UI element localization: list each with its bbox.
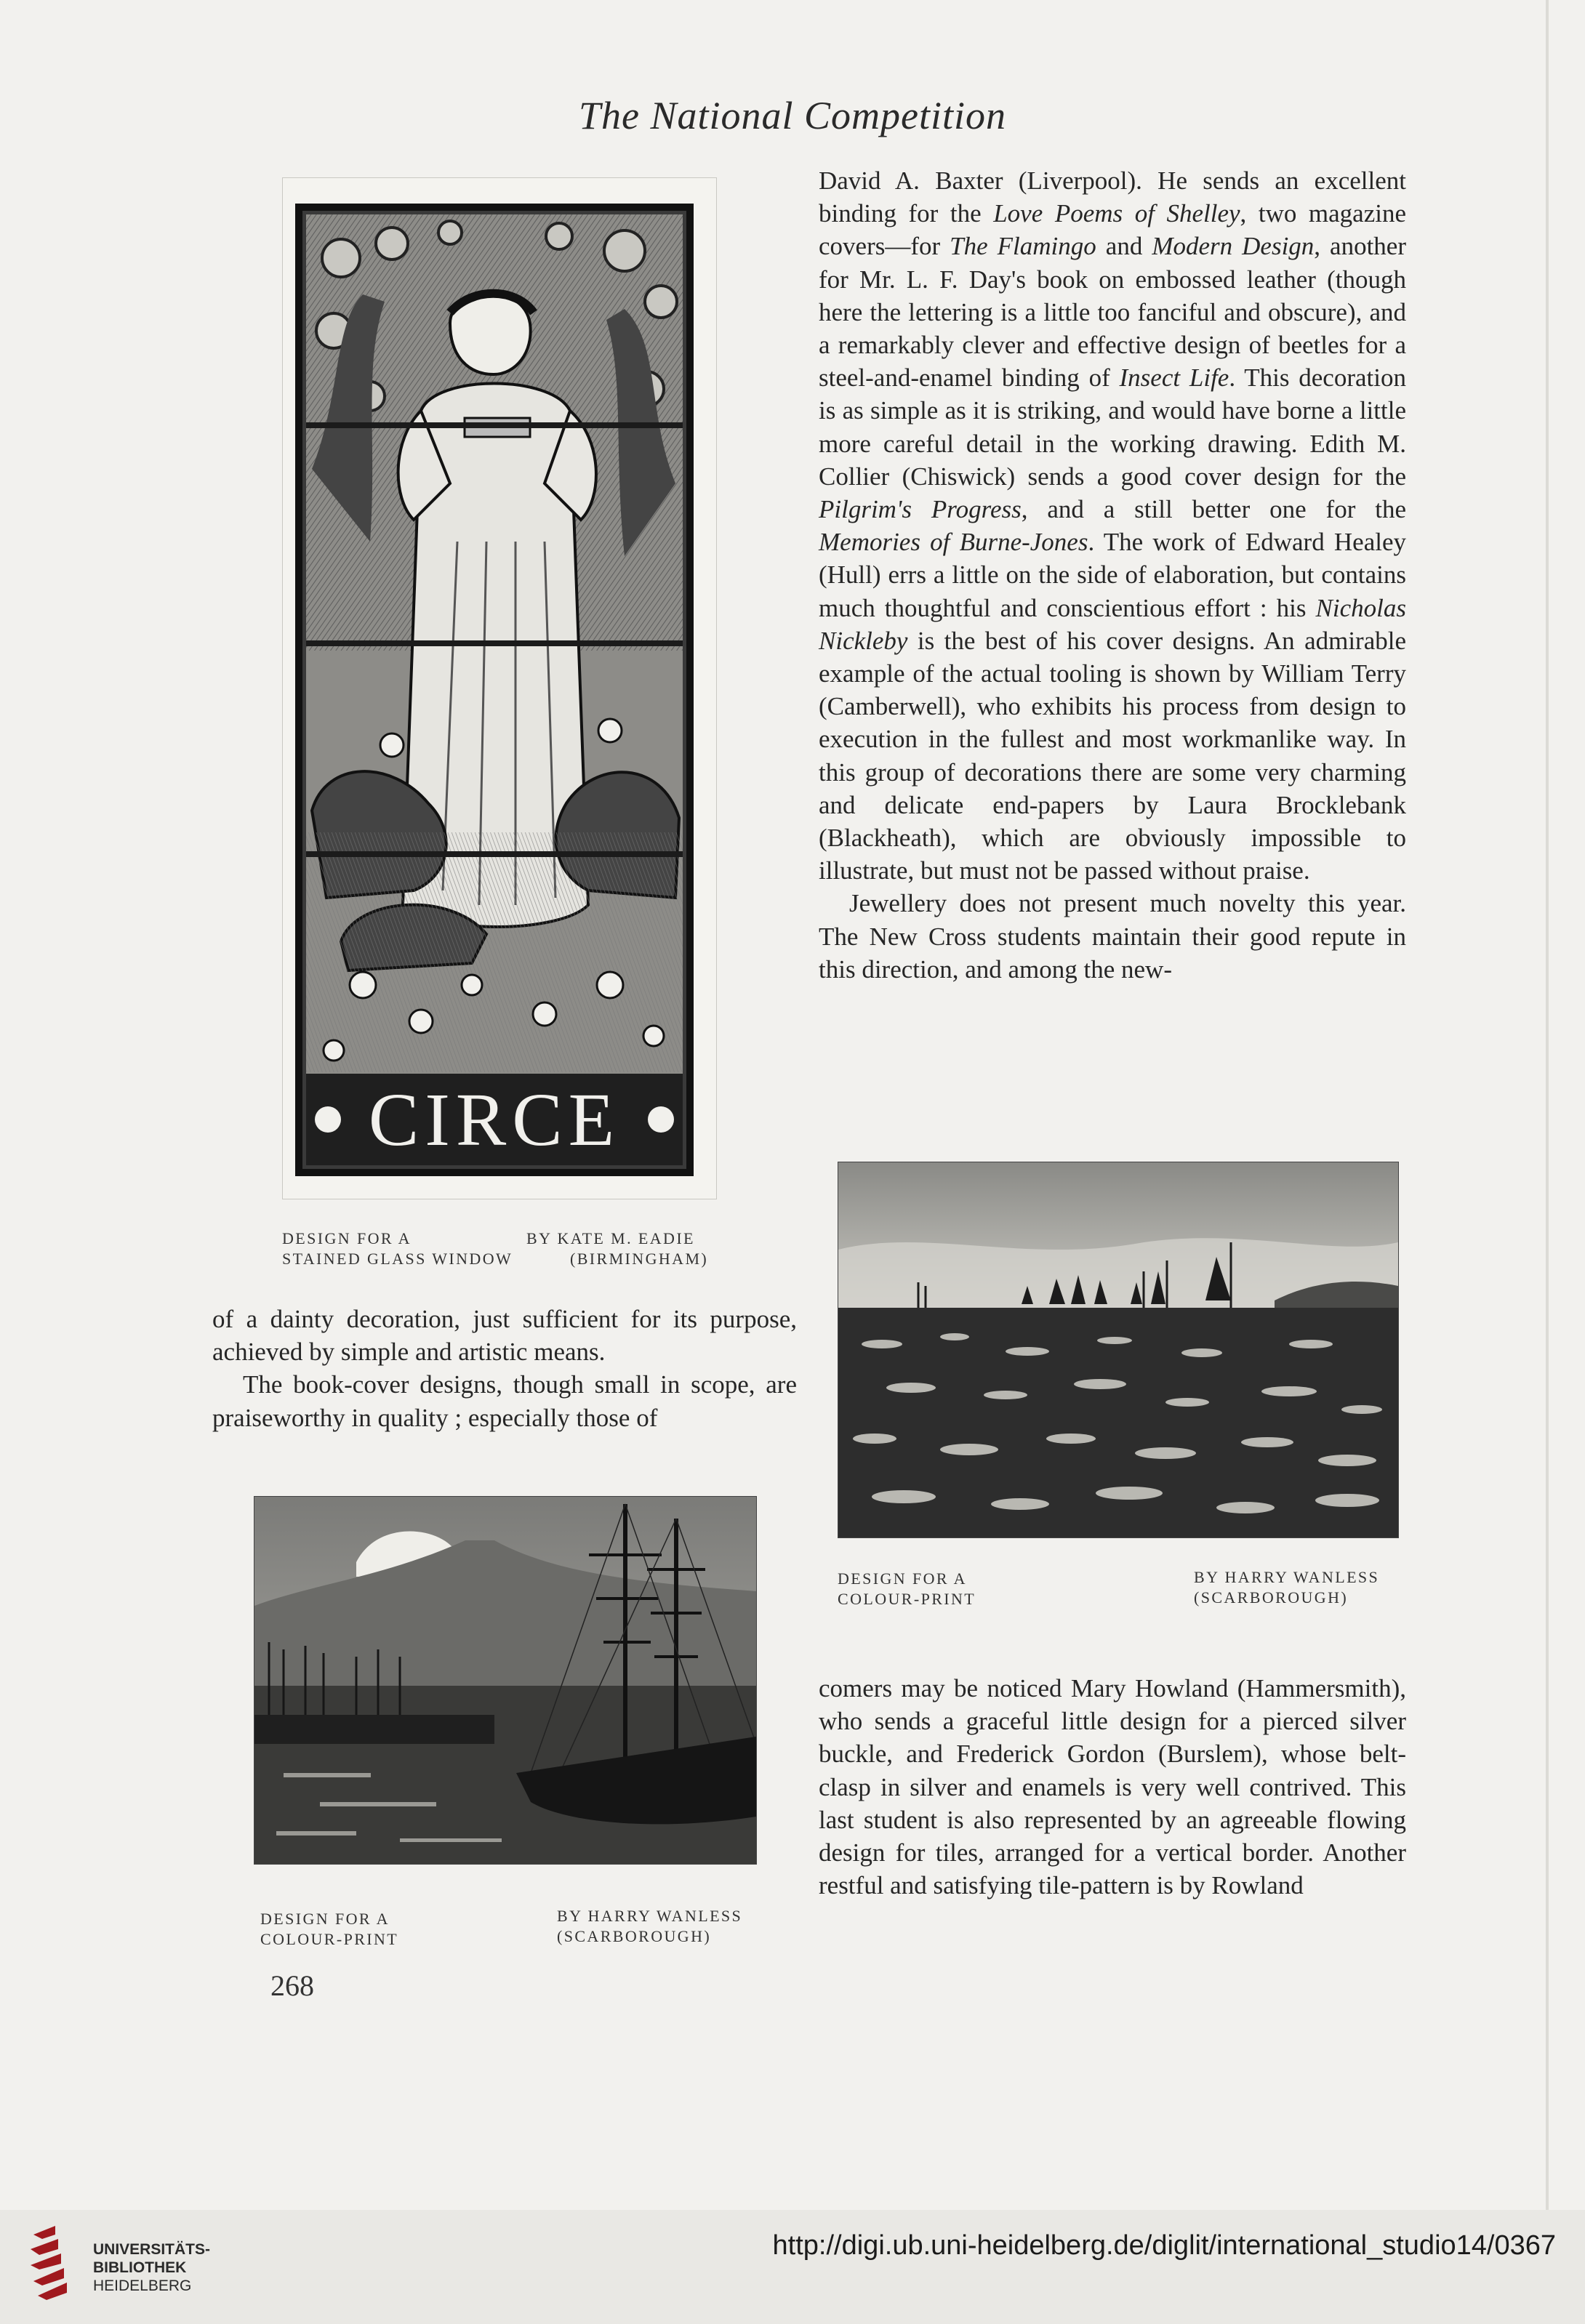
body-text-left-mid [212, 1303, 797, 1434]
university-library-logo-icon [28, 2224, 89, 2300]
body-text-right-bottom [819, 1672, 1406, 1902]
sea-illustration [838, 1162, 1398, 1537]
text-run: , and a still better one for the [1021, 495, 1406, 524]
italic-title-run: Modern Design [1152, 232, 1315, 261]
body-text-right-top [819, 164, 1406, 986]
paragraph-newcomers [819, 1672, 1406, 1902]
circe-caption-right: BY KATE M. EADIE (BIRMINGHAM) [526, 1229, 709, 1268]
harbour-caption-left: DESIGN FOR A COLOUR-PRINT [260, 1910, 399, 1948]
text-run: David A. Baxter (Liverpool). He sends an excellent binding for the [819, 166, 1406, 228]
library-name: UNIVERSITÄTS- BIBLIOTHEK HEIDELBERG [93, 2241, 211, 2294]
sea-caption-left: DESIGN FOR A COLOUR-PRINT [838, 1569, 976, 1608]
paragraph-jewellery [819, 887, 1406, 986]
page-number: 268 [270, 1969, 314, 2002]
text-run: , another for Mr. L. F. Day's book on embossed leather (though here the lettering is a little too fanciful and obscure), and a remarkably clever and effective design of beetles for a steel-and-enamel binding of [819, 232, 1406, 393]
text-run: Jewellery does not present much novelty this year. The New Cross students maintain their good repute in this direction, and among the new- [819, 889, 1406, 984]
text-run: comers may be noticed Mary Howland (Hammersmith), who sends a graceful little design for a pierced silver buckle, and Frederick Gordon (Burslem), whose belt-clasp in silver and enamels is very well contrived. This last student is also represented by an agreeable flowing design for tiles, arranged for a vertical border. Another restful and satisfying tile-pattern is by Rowland [819, 1674, 1406, 1900]
sailing-boats-colour-print [838, 1162, 1399, 1538]
text-run: The book-cover designs, though small in scope, are praiseworthy in quality ; especially those of [212, 1370, 797, 1432]
harbour-illustration [254, 1497, 756, 1864]
harbour-ship-colour-print [254, 1496, 757, 1865]
paragraph-dainty-decoration [212, 1303, 797, 1368]
italic-title-run: Pilgrim's Progress [819, 495, 1022, 524]
text-run: , two magazine covers—for [819, 199, 1406, 261]
text-run: of a dainty decoration, just sufficient for its purpose, achieved by simple and artistic means. [212, 1305, 797, 1367]
paragraph-baxter [819, 164, 1406, 887]
circe-lettering: CIRCE [368, 1078, 621, 1162]
italic-title-run: Love Poems of Shelley [993, 199, 1240, 228]
text-run: . This decoration is as simple as it is striking, and would have borne a little more careful detail in the working drawing. Edith M. Collier (Chiswick) sends a good cover design for the [819, 363, 1406, 491]
page-edge [1546, 0, 1549, 2210]
italic-title-run: Insect Life [1119, 363, 1229, 393]
italic-title-run: Memories of Burne-Jones [819, 528, 1088, 557]
digitization-footer [0, 2210, 1585, 2324]
harbour-caption-right: BY HARRY WANLESS (SCARBOROUGH) [557, 1907, 743, 1945]
paragraph-book-cover [212, 1368, 797, 1434]
text-run: and [1096, 232, 1152, 261]
circe-caption-left: DESIGN FOR A STAINED GLASS WINDOW [282, 1229, 513, 1268]
source-url-link[interactable]: http://digi.ub.uni-heidelberg.de/diglit/international_studio14/0367 [772, 2230, 1556, 2261]
text-run: . The work of Edward Healey (Hull) errs a little on the side of elaboration, but contains much thoughtful and conscientious effort : his [819, 528, 1406, 622]
text-run: is the best of his cover designs. An admirable example of the actual tooling is shown by William Terry (Camberwell), who exhibits his process from design to execution in the fullest and most workmanlike way. In this group of decorations there are some very charming and delicate end-papers by Laura Brocklebank (Blackheath), which are obviously impossible to illustrate, but must not be passed without praise. [819, 626, 1406, 885]
italic-title-run: The Flamingo [950, 232, 1096, 261]
running-head: The National Competition [578, 94, 1007, 137]
circe-window-illustration [283, 178, 716, 1199]
italic-title-run: Nicholas Nickleby [819, 593, 1406, 655]
sea-caption-right: BY HARRY WANLESS (SCARBOROUGH) [1194, 1568, 1380, 1607]
circe-stained-glass-plate [282, 177, 717, 1199]
